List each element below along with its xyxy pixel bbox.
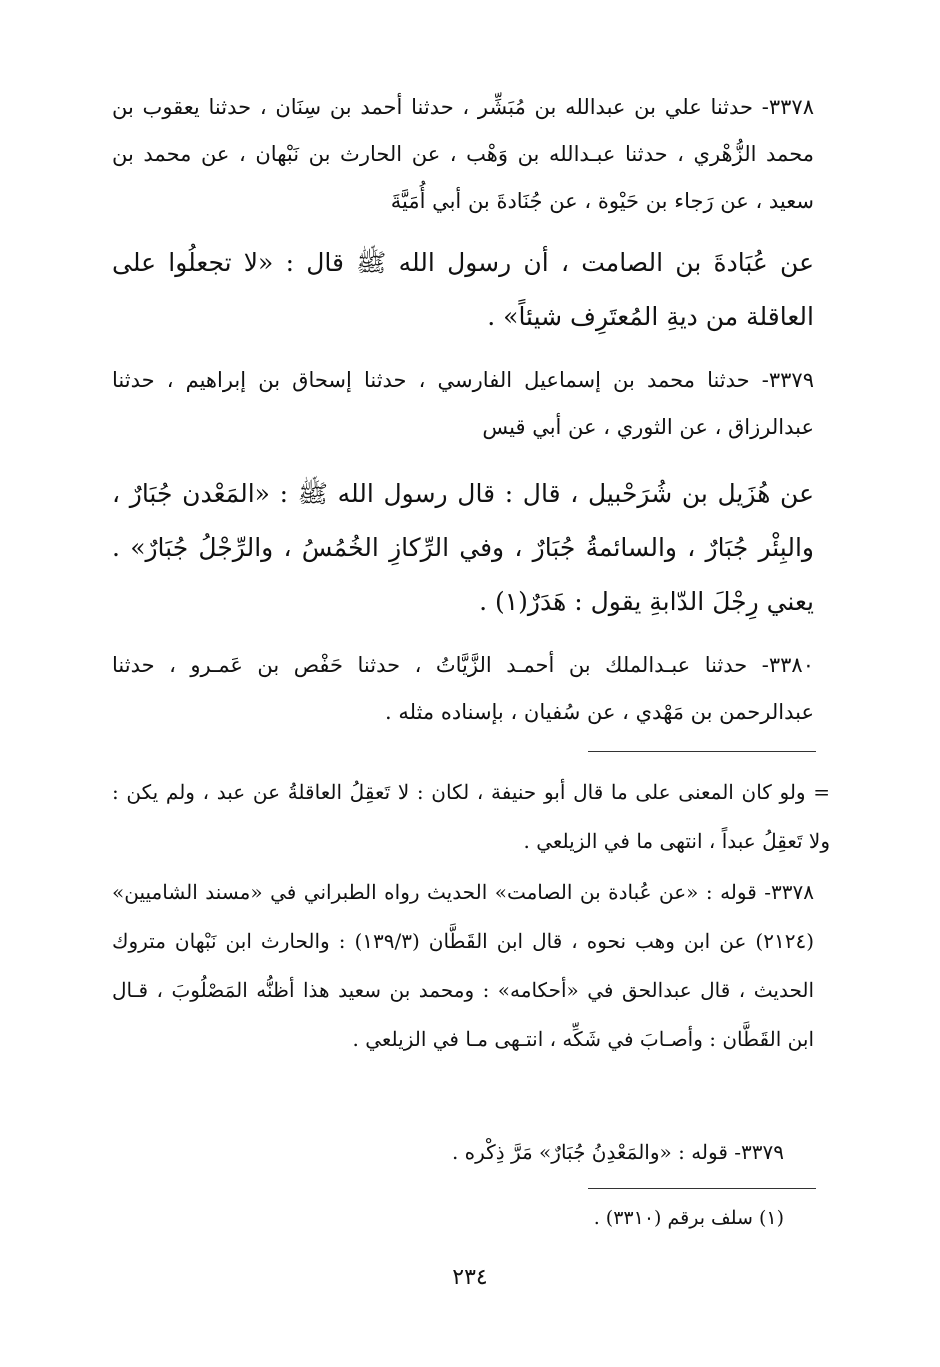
hadith-3378-isnad: ٣٣٧٨- حدثنا علي بن عبدالله بن مُبَشِّر ، حدثنا أحمد بن سِنَان ، حدثنا يعقوب بن محمد الزُّهْري ، حدثنا عبـدالله بن وَهْب ، عن الحارث بن نَبْهان ، عن محمد بن سعيد ، عن رَجاء بن حَيْوة ، عن جُنَادةَ بن أبي أُمَيَّةَ — [112, 95, 814, 213]
commentary-note-3378: ٣٣٧٨- قوله : «عن عُبادة بن الصامت» الحديث رواه الطبراني في «مسند الشاميين» (٢١٢٤) عن ابن وهب نحوه ، قال ابن القَطَّان (١٣٩/٣) : والحارث ابن نَبْهان متروك الحديث ، قال عبدالحق في «أحكامه» : ومحمد بن سعيد هذا أظنُّه المَصْلُوبَ ، قـال ابن القَطَّان : وأصـابَ في شَكِّه ، انتـهى مـا في الزيلعي . — [112, 880, 814, 1051]
commentary-separator — [588, 751, 816, 752]
hadith-3379-isnad: ٣٣٧٩- حدثنا محمد بن إسماعيل الفارسي ، حدثنا إسحاق بن إبراهيم ، حدثنا عبدالرزاق ، عن الثوري ، عن أبي قيس — [112, 368, 814, 439]
page-number: ٢٣٤ — [452, 1265, 488, 1290]
hadith-3380-isnad: ٣٣٨٠- حدثنا عبـدالملك بن أحمـد الزَّيَّاتُ ، حدثنا حَفْص بن عَمـرو ، حدثنا عبدالرحمن بن مَهْدي ، عن سُفيان ، بإسناده مثله . — [112, 653, 814, 724]
hadith-3379-matn: عن هُزَيل بن شُرَحْبيل ، قال : قال رسول الله ﷺ : «المَعْدن جُبَارٌ ، والبِئْر جُبَارٌ ، والسائمةُ جُبَارٌ ، وفي الرِّكازِ الخُمُسُ ، والرِّجْلُ جُبَارٌ» . يعني رِجْلَ الدّابةِ يقول : هَدَرٌ(١) . — [112, 479, 814, 616]
hadith-3378-matn: عن عُبَادةَ بن الصامت ، أن رسول الله ﷺ قال : «لا تجعلُوا على العاقلة من ديةِ المُعتَرِف شيئاً» . — [112, 248, 814, 331]
footnote-separator — [588, 1188, 816, 1189]
footnote: (١) سلف برقم (٣٣١٠) . — [593, 1207, 784, 1229]
commentary-continuation: = ولو كان المعنى على ما قال أبو حنيفة ، لكان : لا تَعقِلُ العاقلةُ عن عبد ، ولم يكن : ولا تَعقِلُ عبداً ، انتهى ما في الزيلعي . — [112, 780, 830, 853]
commentary-note-3379: ٣٣٧٩- قوله : «والمَعْدِنُ جُبَارٌ» مَرَّ ذِكْره . — [451, 1140, 784, 1164]
